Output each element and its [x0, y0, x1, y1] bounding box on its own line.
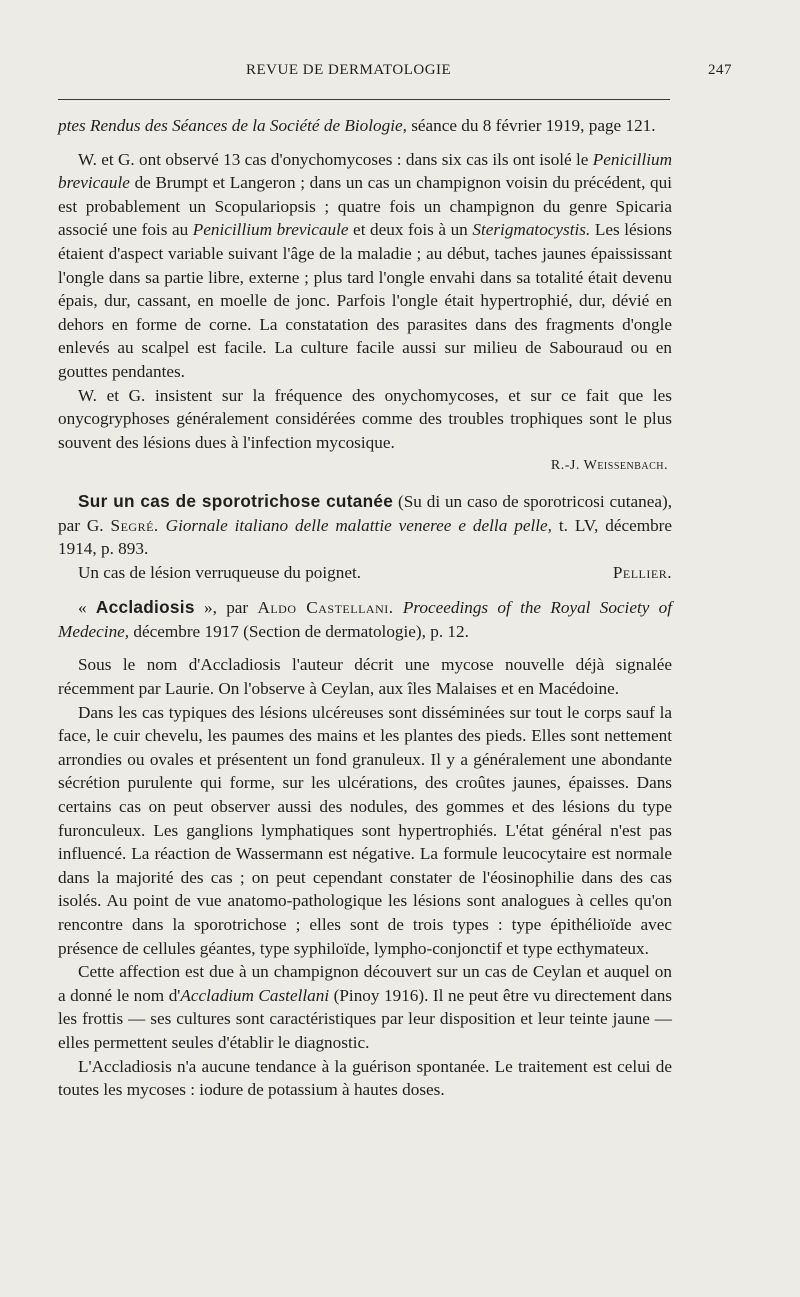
citation-details: décembre 1917 (Section de dermatologie), p. 12. [129, 621, 469, 641]
text-run: Cette affection est due à un champignon découvert sur un cas de Ceylan et auquel on a donné le nom d' [58, 962, 672, 1005]
citation-details: séance du 8 février 1919, page 121. [406, 116, 656, 135]
journal-citation: Proceedings of the Royal Society of Medecine, [58, 598, 673, 641]
citation-continuation [58, 114, 672, 138]
journal-title: REVUE DE DERMATOLOGIE [246, 62, 452, 78]
text-run: (Pinoy 1916). Il ne peut être vu directement dans les frottis — ses cultures sont caractéristiques par leur disposition et leur teinte jaune — elles permettent seules d'établir le diagnostic. [58, 985, 672, 1052]
page-body [58, 114, 672, 1102]
header-rule [58, 99, 670, 100]
author-name: Segré. [110, 515, 159, 535]
abstract-paragraph [58, 148, 672, 384]
citation-details: t. LV, décembre 1914, p. 893. [58, 515, 673, 559]
journal-citation: Giornale italiano delle malattie veneree e della pelle, [158, 515, 552, 535]
page-number: 247 [708, 62, 732, 78]
text-run: », par [194, 598, 258, 618]
species-name: Penicillium brevicaule [192, 220, 349, 240]
species-name: Penicillium brevicaule [58, 149, 672, 193]
abstract-paragraph: L'Accladiosis n'a aucune tendance à la guérison spontanée. Le traitement est celui de toutes les mycoses : iodure de potassium à hautes doses. [58, 1056, 672, 1100]
article-heading [58, 490, 672, 561]
abstract-paragraph: Sous le nom d'Accladiosis l'auteur décrit une mycose nouvelle déjà signalée récemment par Laurie. On l'observe à Ceylan, aux îles Malaises et en Macédoine. [58, 655, 672, 699]
abstract-paragraph [58, 960, 672, 1054]
text-run: et deux fois à un [348, 220, 473, 240]
author-name: Aldo Castellani. [257, 598, 394, 618]
signature-text: R.-J. Weissenbach. [550, 458, 668, 474]
running-head [58, 62, 732, 86]
reviewer-signature: Pellier. [612, 562, 672, 582]
species-name: Sterigmatocystis. [472, 220, 591, 240]
species-name: Accladium Castellani [180, 985, 330, 1005]
abstract-paragraph: Dans les cas typiques des lésions ulcéreuses sont disséminées sur tout le corps sauf la face, le cuir chevelu, les paumes des mains et les plantes des pieds. Elles sont nettement arrondies ou ovales et présentent un fond granuleux. Il y a généralement une abondante sécrétion purulente qui forme, sur les ulcérations, des croûtes jaunes, épaisses. Dans certains cas on peut observer aussi des nodules, des gommes et des lésions du type furonculeux. Les ganglions lymphatiques sont hypertrophiés. L'état général n'est pas influencé. La réaction de Wassermann est négative. La formule leucocytaire est normale dans la majorité des cas ; on peut cependant constater de l'éosinophilie dans des cas isolés. Au point de vue anatomo-pathologique les lésions sont analogues à celles qu'on rencontre dans la sporotrichose ; elles sont de trois types : type épithélioïde avec présence de cellules géantes, type syphiloïde, lympho-conjonctif et type ecthymateux. [58, 702, 672, 958]
text-run: (Su di un caso de sporotricosi cutanea), par G. [58, 491, 672, 535]
article-heading [58, 596, 672, 643]
text-run: Les lésions étaient d'aspect variable suivant l'âge de la maladie ; au début, taches jaunes épaississant l'ongle dans sa partie libre, externe ; plus tard l'ongle envahi dans sa totalité était devenu épais, dur, cassant, en moelle de jonc. Parfois l'ongle était hypertrophié, dur, dévié en dehors en forme de corne. La constatation des parasites dans des fragments d'ongle enlevés au scalpel est facile. La culture facile aussi sur milieu de Sabouraud ou en gouttes pendantes. [58, 220, 672, 381]
article-title: Sur un cas de sporotrichose cutanée [78, 490, 394, 511]
abstract-paragraph: W. et G. insistent sur la fréquence des onychomycoses, et sur ce fait que les onycogryphoses généralement considérées comme des troubles trophiques sont le plus souvent des lésions dues à l'infection mycosique. [58, 385, 672, 452]
text-run: de Brumpt et Langeron ; dans un cas un champignon voisin du précédent, qui est probablement un Scopulariopsis ; quatre fois un champignon du genre Spicaria associé une fois au [58, 173, 672, 240]
journal-citation: ptes Rendus des Séances de la Société de Biologie, [58, 116, 407, 135]
text-run: « [78, 598, 96, 618]
reviewer-signature [58, 454, 668, 478]
abstract-line [58, 561, 672, 585]
abstract-text: Un cas de lésion verruqueuse du poignet. [78, 562, 362, 582]
text-run: W. et G. ont observé 13 cas d'onychomycoses : dans six cas ils ont isolé le [78, 149, 593, 169]
article-title: Accladiosis [95, 597, 195, 618]
